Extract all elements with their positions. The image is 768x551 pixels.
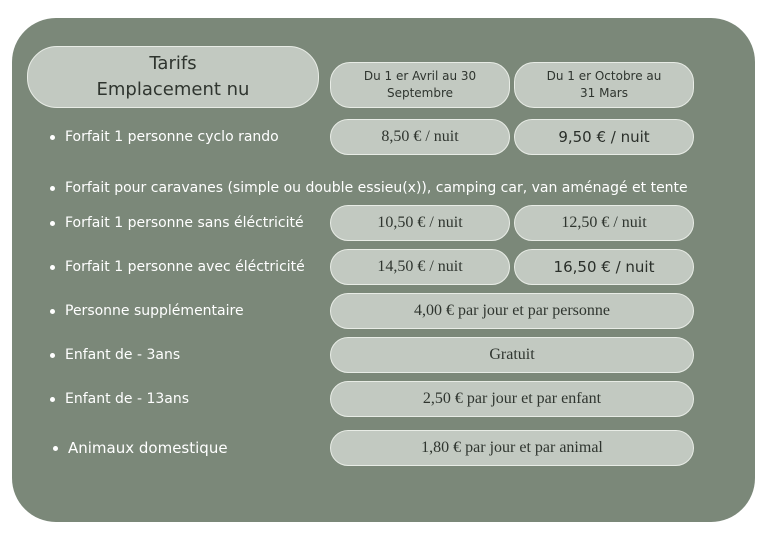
price-cyclo-winter: 9,50 € / nuit (514, 119, 694, 155)
bullet-icon (50, 353, 55, 358)
row-label-enfant-13ans (50, 390, 189, 408)
tarifs-card (12, 18, 755, 522)
price-avec-electricite-winter: 16,50 € / nuit (514, 249, 694, 285)
price-personne-supp: 4,00 € par jour et par personne (330, 293, 694, 329)
row-label-text: Forfait 1 personne sans éléctricité (65, 215, 304, 231)
bullet-icon (50, 186, 55, 191)
bullet-icon (50, 265, 55, 270)
row-label-sans-electricite (50, 214, 304, 232)
row-label-cyclo (50, 128, 279, 146)
period-header-summer (330, 62, 510, 108)
bullet-icon (50, 135, 55, 140)
period-header-winter-line-1: Du 1 er Octobre au (546, 69, 662, 83)
row-label-text: Forfait pour caravanes (simple ou double essieu(x)), camping car, van aménagé et tente (65, 180, 688, 196)
row-label-text: Forfait 1 personne cyclo rando (65, 129, 279, 145)
bullet-icon (50, 309, 55, 314)
row-label-text: Animaux domestique (68, 439, 228, 457)
title-line-1: Tarifs (149, 53, 197, 74)
bullet-icon (50, 221, 55, 226)
title-line-2: Emplacement nu (96, 79, 250, 100)
row-label-animaux (53, 439, 228, 457)
period-header-summer-line-2: Septembre (386, 86, 454, 100)
row-label-enfant-3ans (50, 346, 180, 364)
row-label-avec-electricite (50, 258, 305, 276)
row-label-personne-supp (50, 302, 244, 320)
price-sans-electricite-winter: 12,50 € / nuit (514, 205, 694, 241)
price-sans-electricite-summer: 10,50 € / nuit (330, 205, 510, 241)
row-label-text: Enfant de - 3ans (65, 347, 181, 363)
price-enfant-3ans: Gratuit (330, 337, 694, 373)
bullet-icon (50, 397, 55, 402)
price-avec-electricite-summer: 14,50 € / nuit (330, 249, 510, 285)
row-label-text: Forfait 1 personne avec éléctricité (65, 259, 305, 275)
price-cyclo-summer: 8,50 € / nuit (330, 119, 510, 155)
period-header-winter-line-2: 31 Mars (580, 86, 628, 100)
bullet-icon (53, 446, 58, 451)
title-pill (27, 46, 319, 108)
period-header-winter (514, 62, 694, 108)
row-label-text: Personne supplémentaire (65, 303, 244, 319)
price-animaux: 1,80 € par jour et par animal (330, 430, 694, 466)
price-enfant-13ans: 2,50 € par jour et par enfant (330, 381, 694, 417)
period-header-summer-line-1: Du 1 er Avril au 30 (363, 69, 477, 83)
row-label-text: Enfant de - 13ans (65, 391, 190, 407)
row-label-caravanes (50, 179, 688, 197)
